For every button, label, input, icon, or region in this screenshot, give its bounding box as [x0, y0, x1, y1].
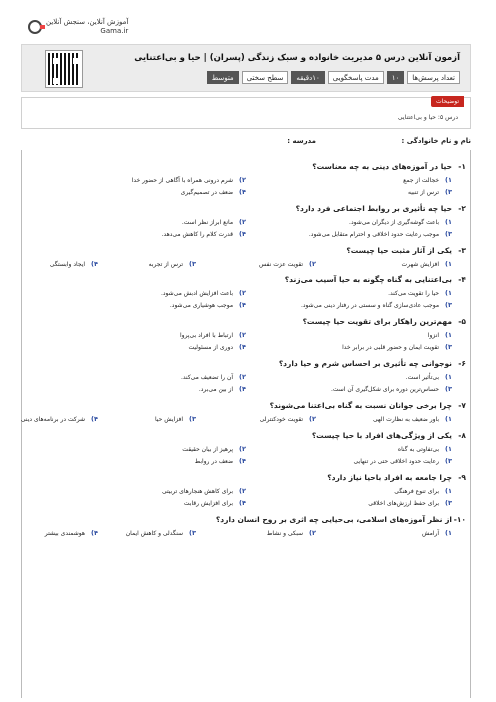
option-text: پرهیز از بیان حقیقت [182, 445, 234, 453]
option-number: ۳) [445, 385, 452, 393]
option-number: ۲) [239, 373, 246, 381]
answer-option[interactable] [406, 373, 452, 381]
answer-option[interactable] [181, 188, 246, 196]
answer-option[interactable] [21, 415, 98, 423]
answer-option[interactable] [354, 457, 452, 465]
question-number: ۶- [458, 359, 466, 368]
option-number: ۲) [239, 218, 246, 226]
answer-option[interactable] [149, 260, 196, 268]
answer-option[interactable] [368, 499, 452, 507]
brand[interactable] [28, 18, 128, 36]
question-text: چرا جامعه به افراد باحیا نیاز دارد؟ [327, 473, 452, 482]
chip-duration-label: مدت پاسخگویی [328, 71, 384, 84]
option-number: ۱) [445, 218, 452, 226]
question-text: چرا برخی جوانان نسبت به گناه بی‌اعتنا می‌شوند؟ [269, 401, 452, 410]
option-number: ۱) [445, 331, 452, 339]
chip-question-count-value: ۱۰ [387, 71, 405, 84]
option-text: آرامش [421, 529, 440, 537]
option-text: افزایش حیا [154, 415, 184, 423]
option-number: ۱) [445, 176, 452, 184]
question-number: ۹- [458, 473, 466, 482]
answer-option[interactable] [259, 260, 316, 268]
option-text: حساس‌ترین دوره برای شکل‌گیری آن است. [331, 385, 440, 393]
option-text: تقویت خودکنترلی [259, 415, 304, 423]
answer-option[interactable] [132, 176, 246, 184]
chip-difficulty-value: متوسط [207, 71, 239, 84]
answer-option[interactable] [422, 529, 452, 537]
option-text: بی‌تأثیر است. [405, 373, 440, 381]
question-number: ۵- [458, 317, 466, 326]
option-number: ۲) [309, 260, 316, 268]
option-number: ۱) [445, 373, 452, 381]
question-item [26, 359, 466, 399]
exam-header [21, 44, 471, 92]
option-number: ۲) [239, 331, 246, 339]
answer-option[interactable] [188, 343, 246, 351]
section-badge: توضیحات [431, 96, 464, 107]
option-number: ۱) [445, 289, 452, 297]
option-text: باور ضعیف به نظارت الهی [373, 415, 440, 423]
option-text: ارتباط با افراد بی‌پروا [180, 331, 234, 339]
answer-option[interactable] [388, 289, 452, 297]
chip-question-count-label: تعداد پرسش‌ها [407, 71, 460, 84]
answer-option[interactable] [309, 230, 452, 238]
option-text: قدرت کلام را کاهش می‌دهد. [161, 230, 234, 238]
answer-option[interactable] [394, 487, 452, 495]
option-text: هوشمندی بیشتر [44, 529, 86, 537]
option-text: برای تنوع فرهنگی [394, 487, 440, 495]
answer-option[interactable] [331, 385, 452, 393]
student-name-label: نام و نام خانوادگی : [401, 137, 471, 145]
section-subtitle: درس ۵: حیا و بی‌اعتنایی [397, 114, 458, 121]
option-number: ۴) [239, 457, 246, 465]
question-number: ۷- [458, 401, 466, 410]
option-number: ۳) [445, 457, 452, 465]
option-number: ۱) [445, 260, 452, 268]
option-number: ۱) [445, 487, 452, 495]
option-text: باعث گوشه‌گیری از دیگران می‌شود. [349, 218, 440, 226]
option-number: ۴) [239, 499, 246, 507]
option-number: ۴) [239, 301, 246, 309]
option-text: انزوا [427, 331, 440, 339]
question-number: ۱- [458, 162, 466, 171]
option-number: ۴) [239, 230, 246, 238]
answer-option[interactable] [267, 529, 316, 537]
section-box [21, 97, 471, 129]
option-number: ۴) [239, 385, 246, 393]
option-text: برای کاهش هنجارهای تربیتی [161, 487, 234, 495]
option-text: سبکی و نشاط [266, 529, 304, 537]
answer-option[interactable] [182, 218, 246, 226]
answer-option[interactable] [408, 188, 452, 196]
question-text: نوجوانی چه تأثیری بر احساس شرم و حیا دارد؟ [278, 359, 452, 368]
answer-option[interactable] [301, 301, 452, 309]
answer-option[interactable] [349, 218, 452, 226]
school-label: مدرسه : [287, 137, 316, 145]
option-text: آن را تضعیف می‌کند. [180, 373, 234, 381]
answer-option[interactable] [162, 487, 246, 495]
option-number: ۳) [189, 529, 196, 537]
option-number: ۲) [239, 176, 246, 184]
answer-option[interactable] [170, 301, 246, 309]
qr-code-icon [46, 51, 82, 87]
option-number: ۴) [239, 343, 246, 351]
answer-option[interactable] [161, 289, 246, 297]
answer-option[interactable] [403, 176, 452, 184]
option-text: ترس از تنبیه [408, 188, 440, 196]
option-number: ۳) [445, 301, 452, 309]
option-number: ۴) [239, 188, 246, 196]
option-number: ۱) [445, 529, 452, 537]
option-number: ۳) [445, 343, 452, 351]
exam-title: آزمون آنلاین درس ۵ مدیریت خانواده و سبک زندگی (پسران) | حیا و بی‌اعتنایی [134, 53, 460, 63]
answer-option[interactable] [181, 373, 246, 381]
answer-option[interactable] [50, 260, 98, 268]
question-text: بی‌اعتنایی به گناه چگونه به حیا آسیب می‌زند؟ [284, 275, 452, 284]
answer-option[interactable] [182, 445, 246, 453]
chip-difficulty-label: سطح سختی [242, 71, 289, 84]
option-text: دوری از مسئولیت [188, 343, 234, 351]
answer-option[interactable] [342, 343, 452, 351]
question-item [26, 162, 466, 202]
brand-text [46, 18, 128, 36]
option-text: افزایش شهرت [401, 260, 440, 268]
option-number: ۳) [445, 230, 452, 238]
answer-option[interactable] [184, 499, 246, 507]
question-text: از نظر آموزه‌های اسلامی، بی‌حیایی چه اثری بر روح انسان دارد؟ [215, 515, 452, 524]
option-number: ۱) [445, 415, 452, 423]
option-number: ۴) [91, 415, 98, 423]
answer-option[interactable] [195, 457, 246, 465]
option-number: ۳) [445, 188, 452, 196]
question-number: ۲- [458, 204, 466, 213]
option-text: برای حفظ ارزش‌های اخلاقی [368, 499, 440, 507]
option-text: شرم درونی همراه با آگاهی از حضور خدا [131, 176, 234, 184]
answer-option[interactable] [126, 529, 196, 537]
option-text: تقویت عزت نفس [258, 260, 304, 268]
question-number: ۴- [458, 275, 466, 284]
option-text: از بین می‌برد. [198, 385, 234, 393]
option-text: ایجاد وابستگی [49, 260, 86, 268]
question-number: ۳- [458, 246, 466, 255]
question-number: ۸- [458, 431, 466, 440]
question-item [26, 317, 466, 357]
answer-option[interactable] [45, 529, 98, 537]
question-text: مهم‌ترین راهکار برای تقویت حیا چیست؟ [302, 317, 452, 326]
option-text: سنگدلی و کاهش ایمان [125, 529, 184, 537]
option-number: ۴) [91, 260, 98, 268]
option-text: باعث افزایش ادبش می‌شود. [160, 289, 234, 297]
answer-option[interactable] [155, 415, 196, 423]
answer-option[interactable] [398, 445, 452, 453]
questions-area [21, 150, 471, 698]
option-text: موجب عادی‌سازی گناه و سستی در رفتار دینی می‌شود. [300, 301, 440, 309]
option-text: خجالت از جمع [403, 176, 440, 184]
answer-option[interactable] [402, 260, 452, 268]
option-text: ترس از تجربه [148, 260, 184, 268]
question-text: حیا چه تأثیری بر روابط اجتماعی فرد دارد؟ [295, 204, 452, 213]
question-item [26, 204, 466, 244]
gama-logo-icon [28, 20, 42, 34]
option-text: مانع ابراز نظر است. [181, 218, 234, 226]
option-number: ۲) [239, 487, 246, 495]
brand-domain: Gama.ir [100, 27, 129, 35]
option-text: موجب رعایت حدود اخلاقی و احترام متقابل می‌شود. [308, 230, 440, 238]
option-number: ۲) [239, 289, 246, 297]
question-item [26, 473, 466, 513]
answer-option[interactable] [180, 331, 246, 339]
chip-duration-value: ۱۰دقیقه [291, 71, 324, 84]
option-text: حیا را تقویت می‌کند. [388, 289, 440, 297]
option-number: ۲) [239, 445, 246, 453]
question-item [26, 431, 466, 471]
option-number: ۲) [309, 529, 316, 537]
question-text: یکی از آثار مثبت حیا چیست؟ [346, 246, 452, 255]
question-item [26, 515, 466, 555]
option-text: ضعف در روابط [194, 457, 234, 465]
answer-option[interactable] [260, 415, 316, 423]
option-text: رعایت حدود اخلاقی حتی در تنهایی [353, 457, 440, 465]
brand-tagline: آموزش آنلاین، سنجش آنلاین [46, 18, 129, 26]
question-text: یکی از ویژگی‌های افراد با حیا چیست؟ [311, 431, 452, 440]
question-number: ۱۰- [453, 515, 466, 524]
answer-option[interactable] [428, 331, 452, 339]
answer-option[interactable] [162, 230, 246, 238]
option-number: ۲) [309, 415, 316, 423]
option-text: شرکت در برنامه‌های دینی [20, 415, 86, 423]
option-text: تقویت ایمان و حضور قلبی در برابر خدا [342, 343, 440, 351]
option-number: ۱) [445, 445, 452, 453]
option-text: برای افزایش رقابت [183, 499, 234, 507]
exam-info-chips [207, 71, 460, 84]
option-text: بی‌تفاوتی به گناه [397, 445, 440, 453]
option-number: ۳) [189, 415, 196, 423]
option-number: ۴) [91, 529, 98, 537]
question-item [26, 275, 466, 315]
option-text: موجب هوشیاری می‌شود. [169, 301, 234, 309]
option-text: ضعف در تصمیم‌گیری [180, 188, 234, 196]
option-number: ۳) [445, 499, 452, 507]
answer-option[interactable] [373, 415, 452, 423]
option-number: ۳) [189, 260, 196, 268]
question-text: حیا در آموزه‌های دینی به چه معناست؟ [312, 162, 452, 171]
answer-option[interactable] [199, 385, 246, 393]
